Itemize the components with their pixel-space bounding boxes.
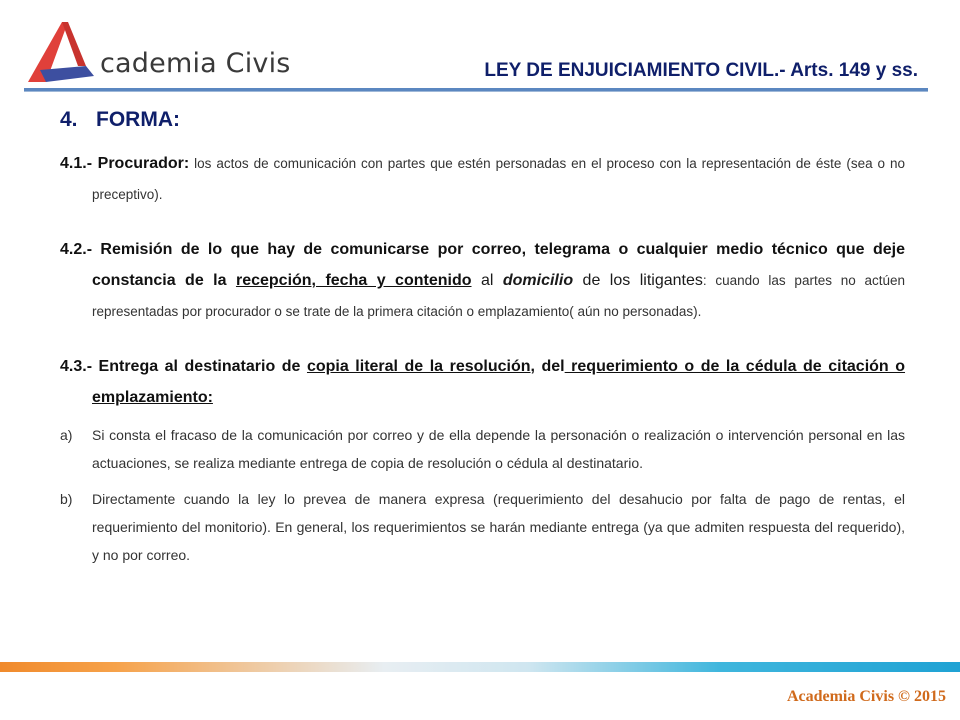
p43-text-1: 4.3.- Entrega al destinatario de [60,358,307,375]
p42-text-2: al [471,272,503,289]
list-item-text: Directamente cuando la ley lo prevea de manera expresa (requerimiento del desahucio por falta de pago de rentas, el requerimiento del monitorio). En general, los requerimientos se harán mediante entrega (ya que admiten respuesta del requerido), y no por correo. [92,491,905,563]
p41-label: 4.1.- Procurador: [60,155,190,172]
section-title: FORMA: [96,108,180,131]
p42-underlined: recepción, fecha y contenido [235,272,472,289]
p43-underlined-1: copia literal de la resolución [306,358,531,375]
list-item-b [60,485,905,569]
logo-triangle-icon [22,14,102,94]
p42-text-1: 4.2.- Remisión de lo que hay de comunicarse por correo, telegrama o cualquier medio técnico que deje constancia de la [60,241,905,289]
section-heading [60,108,180,132]
footer-copyright: Academia Civis © 2015 [786,688,946,705]
p42-text-3: de los litigantes [573,272,703,289]
p41-text: los actos de comunicación con partes que estén personadas en el proceso con la representación de éste (sea o no preceptivo). [92,156,906,202]
footer-bar [0,662,960,672]
slide-content [60,148,905,569]
list-item-label: b) [60,491,73,507]
paragraph-4-2 [60,234,905,327]
paragraph-4-1 [60,148,905,210]
section-number: 4. [60,108,78,131]
list-item-a [60,421,905,477]
p42-domicilio: domicilio [502,272,574,289]
p43-text-2: , del [530,358,565,375]
header-divider-shadow [24,91,928,92]
paragraph-4-3 [60,351,905,413]
page-title: LEY DE ENJUICIAMIENTO CIVIL.- Arts. 149 y ss. [484,60,918,81]
p42-text-4: : cuando las partes no actúen representadas por procurador o se trate de la primera citación o emplazamiento( aún no personadas). [92,273,906,319]
list-item-text: Si consta el fracaso de la comunicación por correo y de ella depende la personación o realización o intervención personal en las actuaciones, se realiza mediante entrega de copia de resolución o cédula al destinatario. [92,427,905,471]
p43-underlined-2: requerimiento o de la cédula de citación o emplazamiento: [92,358,906,406]
academia-civis-logo [22,14,291,94]
logo-text: cademia Civis [100,48,291,79]
list-item-label: a) [60,427,73,443]
